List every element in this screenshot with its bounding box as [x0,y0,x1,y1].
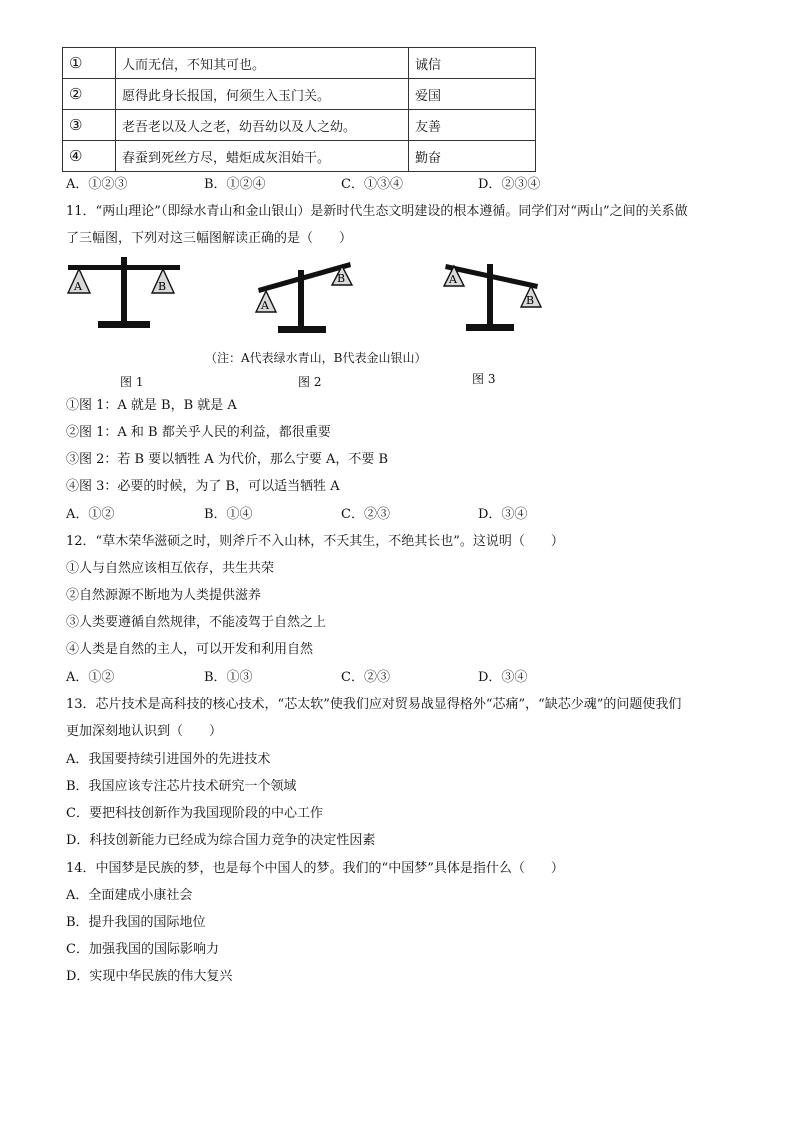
q14-option-a[interactable]: A．全面建成小康社会 [66,888,193,903]
pan-label-a: A [74,280,82,293]
q11-stem-line2: 了三幅图，下列对这三幅图解读正确的是（ ） [66,231,353,246]
pan-label-b: B [158,280,167,293]
q10-option-a[interactable]: A．①②③ [66,177,128,192]
q11-statement-3: ③图 2：若 B 要以牺牲 A 为代价，那么宁要 A，不要 B [66,452,389,467]
row-value: 诚信 [409,48,536,79]
row-quote: 愿得此身长报国，何须生入玉门关。 [116,79,409,110]
q10-options-table [62,47,536,172]
q11-statement-4: ④图 3：必要的时候，为了 B，可以适当牺牲 A [66,479,340,494]
q11-option-c[interactable]: C．②③ [341,507,390,522]
q12-option-a[interactable]: A．①② [66,670,115,685]
row-number: ② [63,79,116,110]
q11-option-a[interactable]: A．①② [66,507,115,522]
q14-stem: 14．中国梦是民族的梦，也是每个中国人的梦。我们的“中国梦”具体是指什么（ ） [66,861,564,876]
q12-option-b[interactable]: B．①③ [204,670,253,685]
pan-label-b: B [337,272,346,285]
figure-note: （注：A代表绿水青山，B代表金山银山） [205,351,427,365]
q13-option-d[interactable]: D．科技创新能力已经成为综合国力竞争的决定性因素 [66,833,376,848]
figure-2-label: 图 2 [298,375,322,389]
row-quote: 老吾老以及人之老，幼吾幼以及人之幼。 [116,110,409,141]
q14-option-c[interactable]: C．加强我国的国际影响力 [66,942,219,957]
q12-option-c[interactable]: C．②③ [341,670,390,685]
row-number: ④ [63,141,116,172]
figure-3-label: 图 3 [472,372,496,386]
table-row [63,48,536,79]
q13-option-b[interactable]: B．我国应该专注芯片技术研究一个领域 [66,779,297,794]
q11-option-d[interactable]: D．③④ [478,507,528,522]
figure-1-balance-scale [62,255,192,335]
q14-option-b[interactable]: B．提升我国的国际地位 [66,915,206,930]
q12-option-d[interactable]: D．③④ [478,670,528,685]
pan-label-a: A [261,299,269,312]
q13-option-a[interactable]: A．我国要持续引进国外的先进技术 [66,752,271,767]
table-row [63,110,536,141]
q12-stem: 12．“草木荣华滋硕之时，则斧斤不入山林，不夭其生，不绝其长也”。这说明（ ） [66,534,564,549]
q11-option-b[interactable]: B．①④ [204,507,253,522]
pan-label-a: A [449,273,457,286]
figure-3-balance-scale [438,258,548,338]
q10-option-d[interactable]: D．②③④ [478,177,541,192]
q14-option-d[interactable]: D．实现中华民族的伟大复兴 [66,969,233,984]
q13-option-c[interactable]: C．要把科技创新作为我国现阶段的中心工作 [66,806,323,821]
q12-statement-1: ①人与自然应该相互依存，共生共荣 [66,561,275,576]
row-quote: 春蚕到死丝方尽，蜡炬成灰泪始干。 [116,141,409,172]
row-number: ③ [63,110,116,141]
q11-statement-2: ②图 1：A 和 B 都关乎人民的利益，都很重要 [66,425,331,440]
row-value: 友善 [409,110,536,141]
table-row [63,141,536,172]
figure-2-balance-scale [250,258,360,338]
table-row [63,79,536,110]
row-quote: 人而无信，不知其可也。 [116,48,409,79]
q13-stem-line1: 13．芯片技术是高科技的核心技术，“芯太软”使我们应对贸易战显得格外“芯痛”，“缺芯少魂”的问题使我们 [66,697,682,712]
q11-statement-1: ①图 1：A 就是 B，B 就是 A [66,398,237,413]
q10-option-b[interactable]: B．①②④ [204,177,266,192]
q12-statement-3: ③人类要遵循自然规律，不能凌驾于自然之上 [66,615,327,630]
q13-stem-line2: 更加深刻地认识到（ ） [66,724,223,739]
q12-statement-2: ②自然源源不断地为人类提供滋养 [66,588,262,603]
row-value: 勤奋 [409,141,536,172]
pan-label-b: B [526,294,535,307]
q11-stem-line1: 11．“两山理论”（即绿水青山和金山银山）是新时代生态文明建设的根本遵循。同学们对“两山”之间的关系做 [66,204,688,219]
q12-statement-4: ④人类是自然的主人，可以开发和利用自然 [66,642,314,657]
q10-option-c[interactable]: C．①③④ [341,177,403,192]
figure-1-label: 图 1 [120,375,144,389]
row-value: 爱国 [409,79,536,110]
row-number: ① [63,48,116,79]
